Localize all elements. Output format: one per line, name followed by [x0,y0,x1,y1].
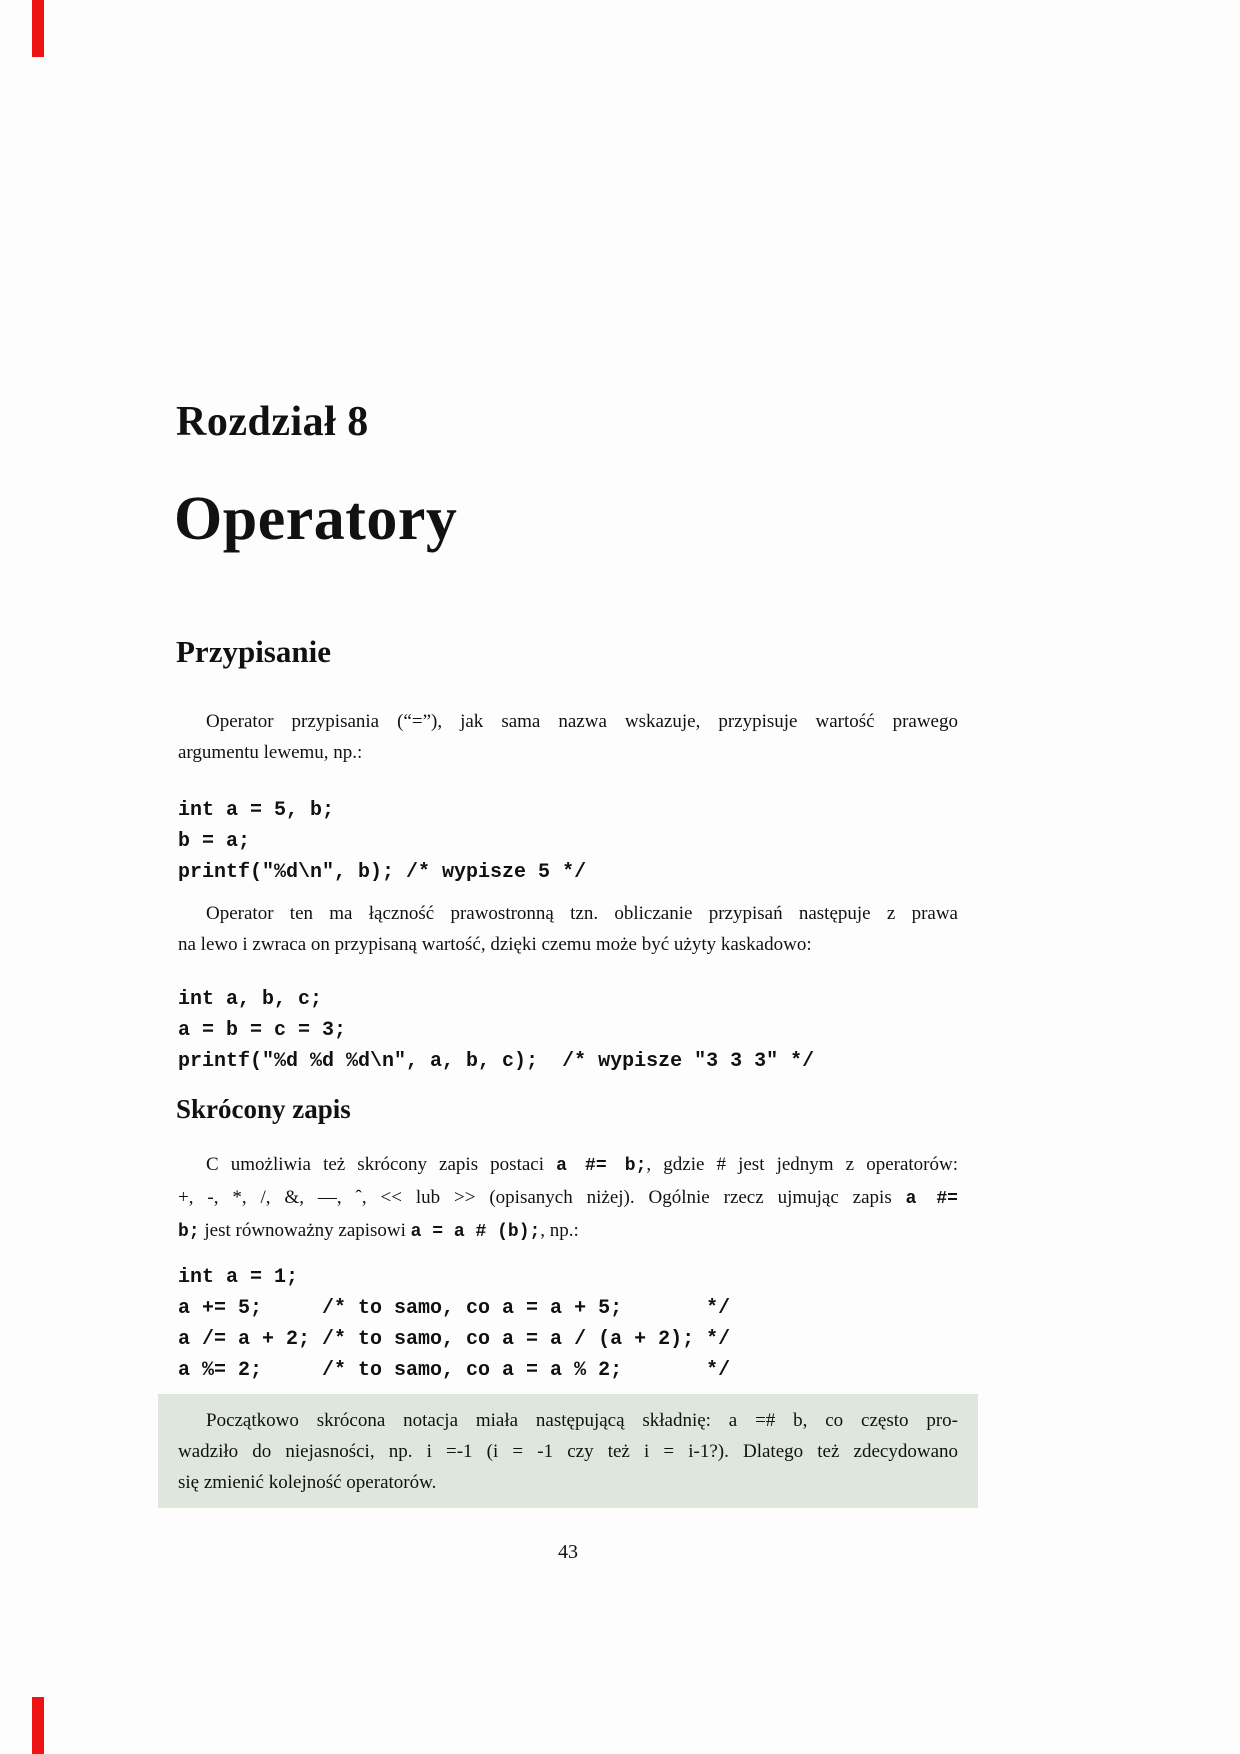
text-line [178,898,958,929]
text-segment: argumentu lewemu, np.: [178,742,363,763]
text-line [178,1405,958,1436]
note-box [158,1394,978,1508]
text-line [178,1149,958,1182]
inline-code: a #= b; [556,1156,647,1176]
paragraph-right-associativity [178,898,958,960]
inline-code: a #= [905,1189,958,1209]
text-segment: Operator przypisania (“=”), jak sama nazwa wskazuje, przypisuje wartość prawego [206,711,958,732]
text-segment: Początkowo skrócona notacja miała następującą składnię: a =# b, co często pro- [206,1410,958,1431]
code-line: a += 5; /* to samo, co a = a + 5; */ [178,1297,731,1320]
text-line [178,1467,958,1498]
crop-mark-bottom-icon [32,1697,44,1754]
text-segment: C umożliwia też skrócony zapis postaci [206,1154,557,1175]
text-line [178,1215,958,1248]
text-segment: Operator ten ma łączność prawostronną tzn. obliczanie przypisań następuje z prawa [206,903,958,924]
code-block-assignment-example [178,795,958,888]
code-block-shorthand-example [178,1262,958,1386]
text-segment: się zmienić kolejność operatorów. [178,1472,437,1493]
inline-code: b; [178,1222,200,1242]
code-line: printf("%d\n", b); /* wypisze 5 */ [178,861,587,884]
code-line: a %= 2; /* to samo, co a = a % 2; */ [178,1359,731,1382]
text-segment: , gdzie # jest jednym z operatorów: [646,1154,958,1175]
page-number: 43 [558,1541,578,1563]
code-line: printf("%d %d %d\n", a, b, c); /* wypisze "3 3 3" */ [178,1050,815,1073]
text-line [178,706,958,737]
text-segment: jest równoważny zapisowi [199,1220,411,1241]
code-block-cascade-example [178,984,958,1077]
paragraph-shorthand-notation [178,1149,958,1248]
text-segment: na lewo i zwraca on przypisaną wartość, dzięki czemu może być użyty kaskadowo: [178,934,812,955]
text-segment: +, -, *, /, &, —, ˆ, << lub >> (opisanych niżej). Ogólnie rzecz ujmując zapis [178,1187,906,1208]
crop-mark-top-icon [32,0,44,57]
text-line [178,737,958,768]
text-line [178,1182,958,1215]
paragraph-assignment-intro [178,706,958,768]
section-heading-przypisanie: Przypisanie [176,634,331,669]
inline-code: a = a # (b); [410,1222,541,1242]
text-segment: , np.: [540,1220,579,1241]
code-line: int a, b, c; [178,988,323,1011]
subsection-heading-skrocony-zapis: Skrócony zapis [176,1094,351,1124]
text-line [178,929,958,960]
chapter-title: Operatory [174,485,458,553]
chapter-number-heading: Rozdział 8 [176,399,369,445]
code-line: int a = 5, b; [178,799,335,822]
code-line: a /= a + 2; /* to samo, co a = a / (a + 2); */ [178,1328,731,1351]
code-line: b = a; [178,830,251,853]
text-line [178,1436,958,1467]
text-segment: wadziło do niejasności, np. i =-1 (i = -1 czy też i = i-1?). Dlatego też zdecydowano [178,1441,958,1462]
code-line: a = b = c = 3; [178,1019,347,1042]
code-line: int a = 1; [178,1266,299,1289]
